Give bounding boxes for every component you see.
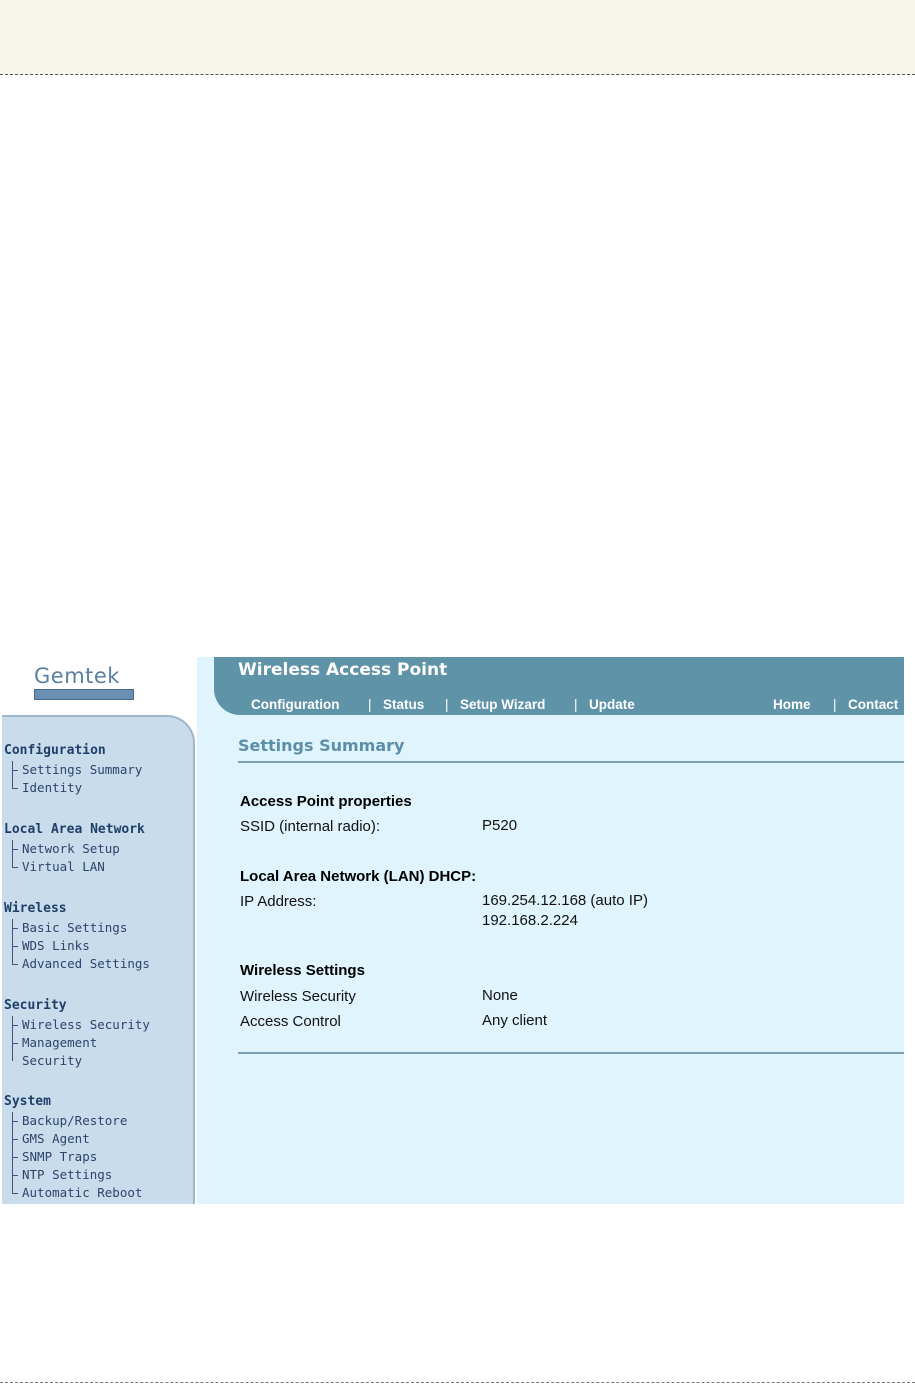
app-title: Wireless Access Point [238, 660, 448, 680]
tree-connector-icon [12, 1112, 20, 1130]
sidebar-item-label: Virtual LAN [22, 859, 105, 874]
sidebar-item-label: Identity [22, 780, 83, 795]
nav-panel [2, 715, 195, 1204]
sidebar-item-label: Basic Settings [22, 920, 128, 935]
nav-contact[interactable]: Contact [848, 697, 899, 712]
tree-connector-icon [12, 761, 20, 779]
tree-connector-icon [12, 1148, 20, 1166]
field-label-ip-address: IP Address: [240, 893, 317, 910]
sidebar-item-automatic-reboot[interactable] [4, 1184, 142, 1202]
sidebar-item-label: Backup/Restore [22, 1113, 128, 1128]
tree-connector-icon [12, 1130, 20, 1148]
sidebar-item-virtual-lan[interactable] [4, 858, 145, 876]
sidebar-item-label: Settings Summary [22, 762, 143, 777]
sidebar-item-management-security[interactable] [4, 1034, 142, 1070]
tree-connector-icon [12, 937, 20, 955]
sidebar-item-wireless-security[interactable] [4, 1016, 150, 1034]
sidebar-item-network-setup[interactable] [4, 840, 145, 858]
nav-heading[interactable]: Security [4, 998, 67, 1013]
field-value-ip-auto: 169.254.12.168 (auto IP) [482, 892, 648, 909]
field-label-ssid: SSID (internal radio): [240, 818, 381, 835]
tree-connector-icon [12, 919, 20, 937]
tree-connector-icon [12, 1184, 20, 1202]
nav-group-system [4, 1092, 142, 1202]
main-content [238, 735, 904, 1030]
sidebar-item-label: Network Setup [22, 841, 120, 856]
tree-connector-icon [12, 1016, 20, 1034]
nav-group-configuration [4, 741, 142, 797]
sidebar-item-label: WDS Links [22, 938, 90, 953]
tree-connector-icon [12, 955, 20, 973]
tree-connector-icon [12, 840, 20, 858]
sidebar-item-label: Wireless Security [22, 1017, 150, 1032]
nav-configuration[interactable]: Configuration [251, 697, 340, 712]
section-title-lan-dhcp: Local Area Network (LAN) DHCP: [240, 868, 477, 885]
nav-separator: | [445, 697, 449, 712]
sidebar-item-label: GMS Agent [22, 1131, 90, 1146]
field-value-access-control: Any client [482, 1012, 548, 1029]
page-title: Settings Summary [238, 736, 405, 755]
sidebar-item-ntp-settings[interactable] [4, 1166, 142, 1184]
sidebar-item-basic-settings[interactable] [4, 919, 150, 937]
sidebar-item-label: SNMP Traps [22, 1149, 98, 1164]
field-value-ip-static: 192.168.2.224 [482, 912, 578, 929]
tree-connector-icon [12, 1166, 20, 1184]
field-value-wireless-security: None [482, 987, 518, 1004]
sidebar-item-label: Management Security [22, 1035, 98, 1068]
nav-home[interactable]: Home [773, 697, 811, 712]
nav-separator: | [368, 697, 372, 712]
sidebar-item-identity[interactable] [4, 779, 142, 797]
field-label-access-control: Access Control [240, 1013, 341, 1030]
nav-update[interactable]: Update [589, 697, 635, 712]
divider [238, 761, 904, 763]
top-nav [214, 697, 904, 715]
nav-setup-wizard[interactable]: Setup Wizard [460, 697, 546, 712]
nav-group-wireless [4, 899, 150, 973]
sidebar-item-backup-restore[interactable] [4, 1112, 142, 1130]
logo-subtext-bar [34, 689, 134, 700]
sidebar [2, 657, 197, 1204]
page-footer-rule [0, 1382, 915, 1383]
field-label-wireless-security: Wireless Security [240, 988, 356, 1005]
page-header-band [0, 0, 915, 75]
section-title-wireless-settings: Wireless Settings [240, 962, 365, 979]
nav-separator: | [833, 697, 837, 712]
sidebar-item-label: NTP Settings [22, 1167, 113, 1182]
app-header [214, 657, 904, 715]
nav-group-security [4, 996, 150, 1070]
sidebar-item-advanced-settings[interactable] [4, 955, 150, 973]
nav-heading[interactable]: Wireless [4, 901, 67, 916]
tree-connector-icon [12, 1034, 20, 1070]
field-value-ssid: P520 [482, 817, 518, 834]
sidebar-item-snmp-traps[interactable] [4, 1148, 142, 1166]
nav-status[interactable]: Status [383, 697, 425, 712]
section-title-ap-properties: Access Point properties [240, 793, 412, 810]
nav-heading[interactable]: System [4, 1094, 51, 1109]
tree-connector-icon [12, 779, 20, 797]
sidebar-item-settings-summary[interactable] [4, 761, 142, 779]
divider [238, 1052, 904, 1054]
screenshot-frame [2, 657, 904, 1204]
logo [34, 665, 144, 705]
sidebar-item-label: Automatic Reboot [22, 1185, 143, 1200]
tree-connector-icon [12, 858, 20, 876]
logo-text: Gemtek [34, 664, 120, 688]
sidebar-item-label: Advanced Settings [22, 956, 150, 971]
nav-heading[interactable]: Configuration [4, 743, 106, 758]
sidebar-item-gms-agent[interactable] [4, 1130, 142, 1148]
nav-heading[interactable]: Local Area Network [4, 822, 145, 837]
sidebar-item-wds-links[interactable] [4, 937, 150, 955]
nav-group-lan [4, 820, 145, 876]
nav-separator: | [574, 697, 578, 712]
